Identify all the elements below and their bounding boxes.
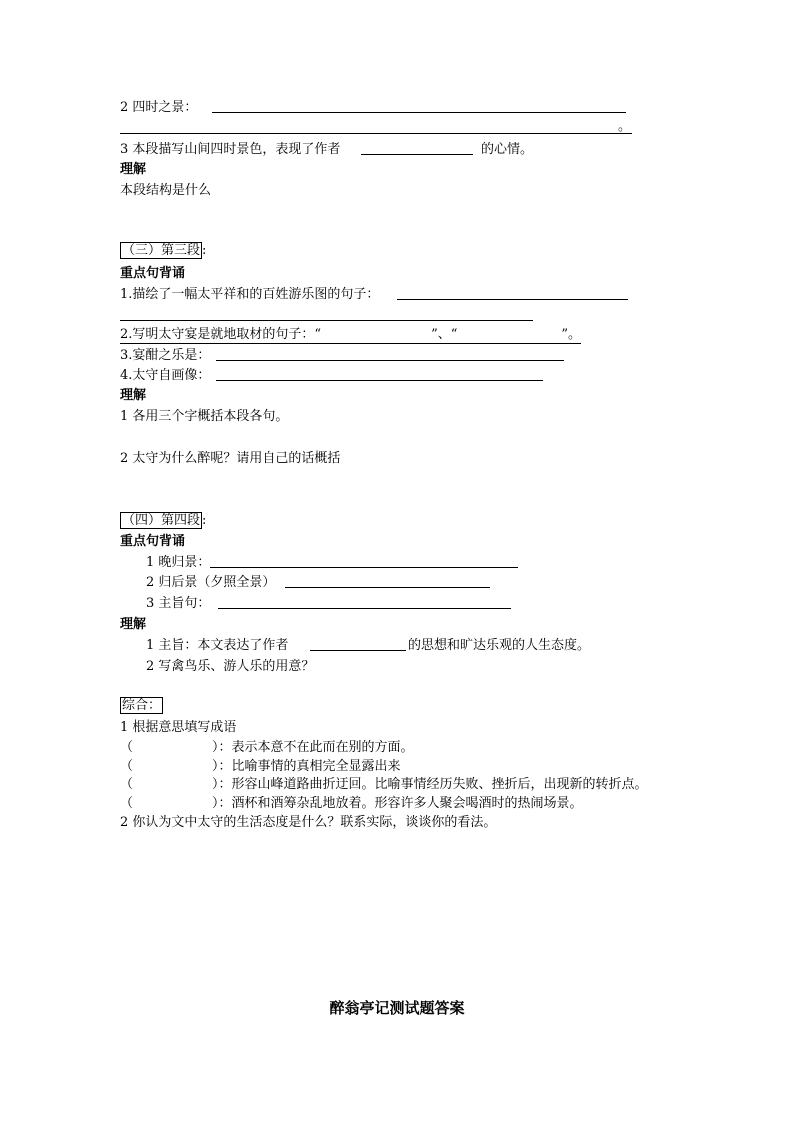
p3-q2-text: 2.写明太守宴是就地取材的句子：“ (120, 327, 322, 342)
p4-understand-q1-suffix: 的思想和旷达乐观的人生态度。 (408, 638, 591, 653)
p4-q2-blank[interactable] (285, 587, 490, 588)
p3-q4-text: 4.太守自画像： (120, 368, 211, 383)
p3-heading-box: （三）第三段 (122, 243, 201, 258)
p4-understand-q1-text: 1 主旨：本文表达了作者 (146, 638, 289, 653)
p3-heading-colon: : (202, 243, 207, 258)
p3-q3-blank[interactable] (216, 360, 564, 361)
p2-q2-blank-2[interactable] (120, 133, 632, 134)
p2-structure-question: 本段结构是什么 (120, 183, 212, 198)
p3-understand-q2: 2 太守为什么醉呢？请用自己的话概括 (120, 451, 341, 466)
p3-heading (120, 243, 206, 259)
p4-lijie-heading: 理解 (120, 617, 147, 632)
p4-heading-box: （四）第四段 (122, 513, 201, 528)
idiom-4-open: （ (120, 796, 134, 811)
p3-q1-blank-1[interactable] (397, 299, 628, 300)
p4-heading (120, 513, 206, 529)
p3-q3-text: 3.宴酣之乐是： (120, 348, 211, 363)
idiom-4-definition: ）：酒杯和酒筹杂乱地放着。形容许多人聚会喝酒时的热闹场景。 (212, 796, 583, 811)
p3-q2-mid: ”、“ (431, 327, 458, 342)
answer-title: 醉翁亭记测试题答案 (329, 999, 465, 1017)
p2-q2-period: 。 (618, 119, 632, 134)
p4-subheading: 重点句背诵 (120, 534, 186, 549)
p4-understand-q1-blank[interactable] (310, 650, 406, 651)
p2-lijie-heading: 理解 (120, 162, 147, 177)
idiom-2-definition: ）：比喻事情的真相完全显露出来 (212, 759, 401, 774)
idiom-1-definition: ）：表示本意不在此而在别的方面。 (212, 740, 414, 755)
idiom-3-open: （ (120, 777, 134, 792)
p3-q2-line (120, 327, 581, 344)
p3-q4-blank[interactable] (216, 380, 543, 381)
p3-q2-end: ”。 (561, 327, 582, 342)
p4-q1-blank[interactable] (210, 567, 518, 568)
p2-q2-label: 2 四时之景： (120, 100, 198, 115)
zonghe-heading-box: 综合： (122, 698, 162, 713)
p2-q3-text: 3 本段描写山间四时景色，表现了作者 (120, 142, 341, 157)
p4-understand-q2: 2 写禽鸟乐、游人乐的用意？ (146, 659, 315, 674)
p2-q3-blank[interactable] (361, 154, 473, 155)
p4-q3-text: 3 主旨句： (146, 596, 211, 611)
idiom-3-definition: ）：形容山峰道路曲折迂回。比喻事情经历失败、挫折后，出现新的转折点。 (212, 777, 648, 792)
p3-understand-q1: 1 各用三个字概括本段各句。 (120, 409, 289, 424)
p3-q1-blank-2[interactable] (120, 320, 533, 321)
zonghe-q1: 1 根据意思填写成语 (120, 720, 237, 735)
p2-q3-suffix: 的心情。 (481, 142, 534, 157)
idiom-1-open: （ (120, 740, 134, 755)
p4-q2-text: 2 归后景（夕照全景） (146, 575, 276, 590)
zonghe-heading (120, 698, 163, 714)
p2-q2-blank-1[interactable] (212, 112, 626, 113)
zonghe-q2: 2 你认为文中太守的生活态度是什么？联系实际，谈谈你的看法。 (120, 815, 497, 830)
p4-q1-text: 1 晚归景： (146, 555, 211, 570)
p4-heading-colon: : (202, 513, 207, 528)
idiom-2-open: （ (120, 759, 134, 774)
p3-lijie-heading: 理解 (120, 388, 147, 403)
p3-subheading: 重点句背诵 (120, 266, 186, 281)
p3-q1-text: 1.描绘了一幅太平祥和的百姓游乐图的句子： (120, 287, 380, 302)
p4-q3-blank[interactable] (218, 608, 511, 609)
